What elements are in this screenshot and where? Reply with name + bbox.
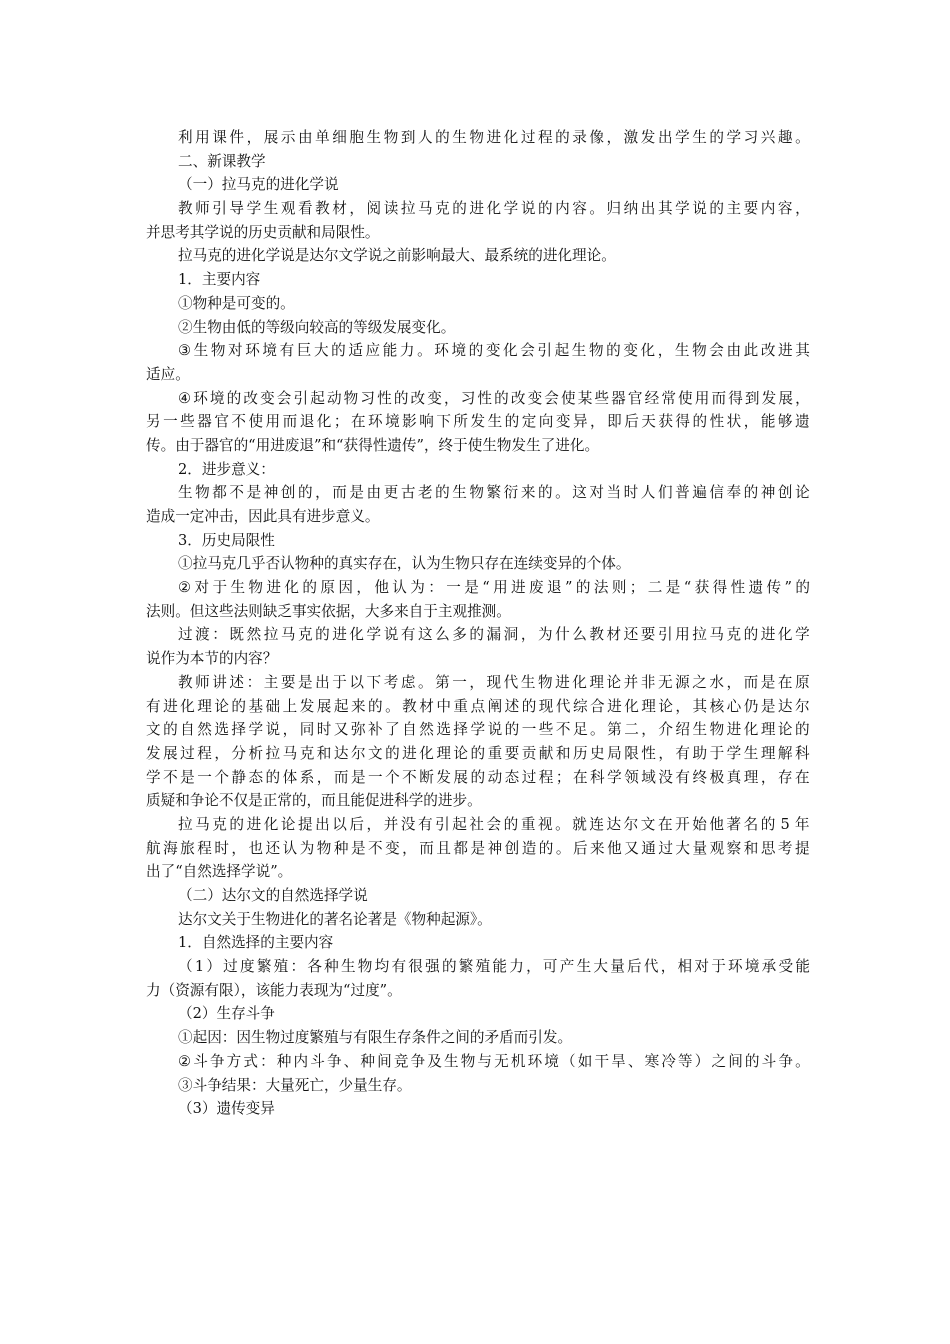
text-line: 说作为本节的内容？ — [146, 650, 278, 668]
text-line: 3．历史局限性 — [178, 531, 275, 549]
text-line: （2）生存斗争 — [178, 1005, 275, 1023]
text-line: 拉 马 克 的 进 化 论 提 出 以 后 ， 并 没 有 引 起 社 会 的 重 视 。 就 连 达 尔 文 在 开 始 他 著 名 的 5 年 — [178, 815, 810, 833]
text-line: 达尔文关于生物进化的著名论著是《物种起源》。 — [178, 910, 492, 928]
text-line: 教 师 讲 述 ： 主 要 是 出 于 以 下 考 虑 。 第 一 ， 现 代 生 物 进 化 理 论 并 非 无 源 之 水 ， 而 是 在 原 — [178, 673, 810, 691]
text-line: 适应。 — [146, 365, 190, 383]
text-line: 二、新课教学 — [178, 152, 266, 170]
text-line: 力（资源有限），该能力表现为“过度”。 — [146, 981, 402, 999]
text-line: 教 师 引 导 学 生 观 看 教 材 ， 阅 读 拉 马 克 的 进 化 学 说 的 内 容 。 归 纳 出 其 学 说 的 主 要 内 容 ， — [178, 200, 810, 218]
text-line: （3）遗传变异 — [178, 1100, 275, 1118]
text-line: ①拉马克几乎否认物种的真实存在，认为生物只存在连续变异的个体。 — [178, 555, 631, 573]
text-line: 并思考其学说的历史贡献和局限性。 — [146, 223, 380, 241]
text-line: ② 对 于 生 物 进 化 的 原 因 ， 他 认 为 ： 一 是 “ 用 进 废 退 ” 的 法 则 ； 二 是 “ 获 得 性 遗 传 ” 的 — [178, 579, 810, 597]
text-line: ①物种是可变的。 — [178, 294, 295, 312]
text-line: 拉马克的进化学说是达尔文学说之前影响最大、最系统的进化理论。 — [178, 247, 616, 265]
text-line: 发 展 过 程 ， 分 析 拉 马 克 和 达 尔 文 的 进 化 理 论 的 重 要 贡 献 和 历 史 局 限 性 ， 有 助 于 学 生 理 解 科 — [146, 744, 810, 762]
text-line: ③斗争结果：大量死亡，少量生存。 — [178, 1076, 412, 1094]
text-line: ④ 环 境 的 改 变 会 引 起 动 物 习 性 的 改 变 ， 习 性 的 改 变 会 使 某 些 器 官 经 常 使 用 而 得 到 发 展 ， — [178, 389, 810, 407]
text-line: 传。由于器官的“用进废退”和“获得性遗传”，终于使生物发生了进化。 — [146, 436, 600, 454]
document-body — [146, 126, 810, 1121]
text-line: 生 物 都 不 是 神 创 的 ， 而 是 由 更 古 老 的 生 物 繁 衍 来 的 。 这 对 当 时 人 们 普 遍 信 奉 的 神 创 论 — [178, 484, 810, 502]
text-line: ③ 生 物 对 环 境 有 巨 大 的 适 应 能 力 。 环 境 的 变 化 会 引 起 生 物 的 变 化 ， 生 物 会 由 此 改 进 其 — [178, 342, 810, 360]
text-line: （ 1 ） 过 度 繁 殖 ： 各 种 生 物 均 有 很 强 的 繁 殖 能 力 ， 可 产 生 大 量 后 代 ， 相 对 于 环 境 承 受 能 — [178, 958, 810, 976]
text-line: 利 用 课 件 ， 展 示 由 单 细 胞 生 物 到 人 的 生 物 进 化 过 程 的 录 像 ， 激 发 出 学 生 的 学 习 兴 趣 。 — [178, 129, 810, 146]
text-line: （一）拉马克的进化学说 — [178, 176, 339, 194]
text-line: 另 一 些 器 官 不 使 用 而 退 化 ； 在 环 境 影 响 下 所 发 生 的 定 向 变 异 ， 即 后 天 获 得 的 性 状 ， 能 够 遗 — [146, 413, 810, 431]
text-line: （二）达尔文的自然选择学说 — [178, 887, 368, 904]
text-line: 出了“自然选择学说”。 — [146, 863, 293, 881]
text-line: 航 海 旅 程 时 ， 也 还 认 为 物 种 是 不 变 ， 而 且 都 是 神 创 造 的 。 后 来 他 又 通 过 大 量 观 察 和 思 考 提 — [146, 839, 810, 857]
text-line: 2．进步意义： — [178, 460, 275, 478]
text-line: 质疑和争论不仅是正常的，而且能促进科学的进步。 — [146, 792, 482, 810]
text-line: 法则。但这些法则缺乏事实依据，大多来自于主观推测。 — [146, 602, 511, 620]
text-line: 造成一定冲击，因此具有进步意义。 — [146, 508, 380, 525]
text-line: 过 渡 ： 既 然 拉 马 克 的 进 化 学 说 有 这 么 多 的 漏 洞 ， 为 什 么 教 材 还 要 引 用 拉 马 克 的 进 化 学 — [178, 626, 810, 644]
text-line: ②生物由低的等级向较高的等级发展变化。 — [178, 318, 456, 336]
text-line: 学 不 是 一 个 静 态 的 体 系 ， 而 是 一 个 不 断 发 展 的 动 态 过 程 ； 在 科 学 领 域 没 有 终 极 真 理 ， 存 在 — [146, 768, 810, 786]
text-line: ② 斗 争 方 式 ： 种 内 斗 争 、 种 间 竞 争 及 生 物 与 无 机 环 境 （ 如 干 旱 、 寒 冷 等 ） 之 间 的 斗 争 。 — [178, 1052, 810, 1070]
text-line: 1．自然选择的主要内容 — [178, 934, 334, 952]
text-line: 文 的 自 然 选 择 学 说 ， 同 时 又 弥 补 了 自 然 选 择 学 说 的 一 些 不 足 。 第 二 ， 介 绍 生 物 进 化 理 论 的 — [146, 721, 810, 739]
text-line: ①起因：因生物过度繁殖与有限生存条件之间的矛盾而引发。 — [178, 1029, 573, 1047]
text-line: 1．主要内容 — [178, 271, 261, 289]
text-line: 有 进 化 理 论 的 基 础 上 发 展 起 来 的 。 教 材 中 重 点 阐 述 的 现 代 综 合 进 化 理 论 ， 其 核 心 仍 是 达 尔 — [146, 697, 810, 715]
